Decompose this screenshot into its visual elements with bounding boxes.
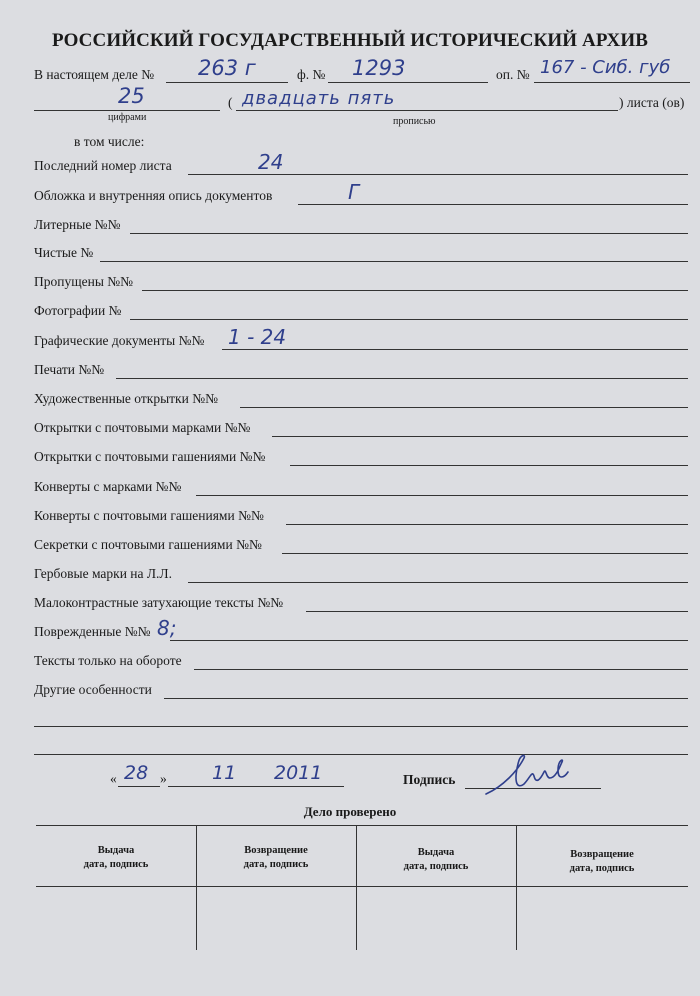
date-month: 11 [212, 762, 237, 784]
digits-caption: цифрами [108, 112, 147, 123]
field-line [286, 524, 688, 525]
table-header-subtitle: дата, подпись [83, 859, 149, 870]
field-line [170, 640, 688, 641]
field-label: Чистые № [34, 245, 94, 260]
field-line [306, 611, 688, 612]
page-title: РОССИЙСКИЙ ГОСУДАРСТВЕННЫЙ ИСТОРИЧЕСКИЙ АРХИВ [51, 30, 649, 51]
blank-line [34, 754, 688, 755]
field-label: Литерные №№ [34, 217, 121, 232]
field-value: 24 [258, 150, 284, 174]
field-label: Графические документы №№ [34, 333, 205, 348]
field-label: Пропущены №№ [34, 274, 134, 289]
field-line [196, 495, 688, 496]
field-line [290, 465, 688, 466]
field-label: Печати №№ [34, 362, 105, 377]
delo-value: 263 г [198, 56, 256, 80]
fond-value: 1293 [352, 56, 406, 80]
field-label: Другие особенности [34, 682, 152, 697]
field-value: Г [348, 180, 360, 204]
field-label: Фотографии № [34, 303, 122, 318]
field-line [298, 204, 688, 205]
blank-line [34, 726, 688, 727]
date-month-year-line [168, 786, 344, 787]
field-line [188, 582, 688, 583]
table-header-title: Выдача [97, 845, 135, 856]
field-line [272, 436, 688, 437]
field-row [0, 325, 700, 353]
field-label: Секретки с почтовыми гашениями №№ [34, 537, 262, 552]
table-header-title: Выдача [417, 847, 455, 858]
paren-open: ( [228, 95, 233, 110]
count-digits-line [34, 110, 220, 111]
date-day-line [118, 786, 160, 787]
table-header-subtitle: дата, подпись [243, 859, 309, 870]
table-divider [516, 826, 517, 950]
fond-label: ф. № [297, 67, 326, 82]
table-header-return [196, 844, 356, 872]
field-row [0, 449, 700, 469]
table-header-return [516, 848, 688, 876]
table-header-subtitle: дата, подпись [569, 863, 635, 874]
field-line [240, 407, 688, 408]
sheets-label: ) листа (ов) [619, 95, 685, 110]
field-row [0, 595, 700, 615]
table-header-title: Возвращение [244, 845, 308, 856]
date-day: 28 [124, 762, 149, 784]
field-row [0, 653, 700, 673]
count-words-value: двадцать пять [242, 88, 396, 109]
field-row [0, 566, 700, 586]
field-line [100, 261, 688, 262]
field-line [130, 319, 688, 320]
words-caption: прописью [393, 116, 436, 127]
field-row [0, 274, 700, 294]
field-line [142, 290, 688, 291]
field-line [222, 349, 688, 350]
delo-line [166, 82, 288, 83]
field-row [0, 150, 700, 178]
field-label: Поврежденные №№ [34, 624, 151, 639]
table-header-title: Возвращение [570, 849, 634, 860]
field-label: Малоконтрастные затухающие тексты №№ [34, 595, 284, 610]
table-divider [356, 826, 357, 950]
field-row [0, 616, 700, 644]
checked-label: Дело проверено [303, 804, 397, 819]
field-row [0, 180, 700, 208]
field-label: Гербовые марки на Л.Л. [34, 566, 172, 581]
field-row [0, 391, 700, 411]
field-line [130, 233, 688, 234]
table-top-line [36, 825, 688, 826]
opis-value: 167 - Сиб. губ [540, 57, 671, 78]
date-open-quote: « [110, 771, 117, 786]
table-header-issue [36, 844, 196, 872]
table-header-issue [356, 846, 516, 874]
table-header-line [36, 886, 688, 887]
field-label: Тексты только на обороте [34, 653, 182, 668]
field-row [0, 303, 700, 323]
field-row [0, 217, 700, 237]
field-value: 8; [157, 616, 177, 640]
field-label: Конверты с почтовыми гашениями №№ [34, 508, 264, 523]
opis-line [534, 82, 690, 83]
including-label: в том числе: [74, 134, 145, 149]
field-row [0, 508, 700, 528]
date-close-quote: » [160, 771, 167, 786]
field-label: Художественные открытки №№ [34, 391, 218, 406]
field-line [194, 669, 688, 670]
field-row [0, 362, 700, 382]
count-words-line [236, 110, 618, 111]
field-label: Конверты с марками №№ [34, 479, 182, 494]
field-row [0, 420, 700, 440]
field-label: Последний номер листа [34, 158, 172, 173]
field-row [0, 479, 700, 499]
field-line [164, 698, 688, 699]
field-row [0, 245, 700, 265]
delo-label: В настоящем деле № [34, 67, 155, 82]
field-label: Открытки с почтовыми гашениями №№ [34, 449, 266, 464]
field-label: Открытки с почтовыми марками №№ [34, 420, 251, 435]
field-value: 1 - 24 [228, 325, 287, 349]
signature-label: Подпись [403, 772, 456, 787]
field-row [0, 537, 700, 557]
count-digits-value: 25 [118, 84, 145, 108]
field-label: Обложка и внутренняя опись документов [34, 188, 273, 203]
opis-label: оп. № [496, 67, 530, 82]
table-header-subtitle: дата, подпись [403, 861, 469, 872]
field-row [0, 682, 700, 702]
field-line [116, 378, 688, 379]
date-year: 2011 [274, 762, 323, 784]
field-line [188, 174, 688, 175]
field-line [282, 553, 688, 554]
signature-mark [480, 750, 576, 800]
fond-line [328, 82, 488, 83]
